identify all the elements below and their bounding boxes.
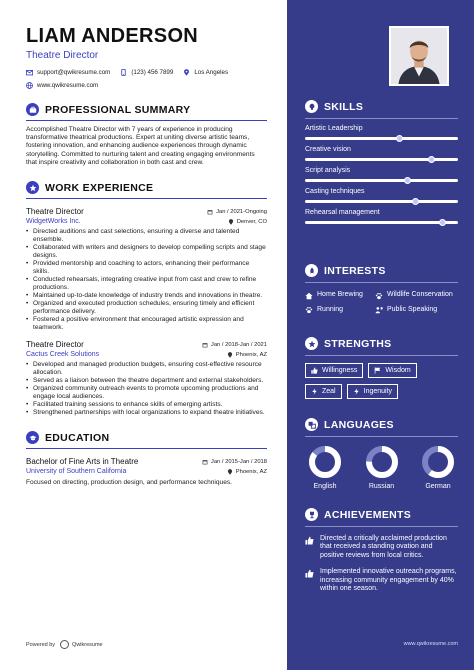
strengths-heading <box>305 337 458 356</box>
languages-title: LANGUAGES <box>324 418 394 431</box>
list-item: Running <box>305 306 375 315</box>
language-item <box>307 445 343 490</box>
location-contact <box>183 69 228 76</box>
website-contact[interactable] <box>26 82 98 89</box>
skill-item <box>305 188 458 203</box>
school-name: University of Southern California <box>26 468 127 476</box>
language-name: Russian <box>368 483 395 490</box>
candidate-name: LIAM ANDERSON <box>26 25 199 47</box>
education-heading <box>26 431 267 449</box>
list-item: Public Speaking <box>375 306 458 315</box>
list-item: • Facilitated training sessions to enhance skills of emerging artists. <box>26 401 267 409</box>
list-item: • Fostered a positive environment that encouraged artistic expression and teamwork. <box>26 316 267 332</box>
list-item: Home Brewing <box>305 291 375 300</box>
speech-icon <box>375 306 383 314</box>
skill-level-marker <box>396 135 403 142</box>
skill-bar <box>305 200 458 203</box>
phone-contact[interactable] <box>120 69 173 76</box>
job-date: Jan / 2021-Ongoing <box>207 209 267 215</box>
contact-row <box>26 69 267 76</box>
email-text: support@qwikresume.com <box>37 69 111 76</box>
job-title: Theatre Director <box>26 340 84 350</box>
list-item: Directed a critically acclaimed production that received a standing ovation and positive reviews from local critics. <box>305 535 458 560</box>
language-ring <box>365 445 399 479</box>
skill-item <box>305 167 458 182</box>
thumbs-up-icon <box>305 569 314 578</box>
location-pin-icon <box>183 69 190 76</box>
location-text: Los Angeles <box>194 69 229 76</box>
experience-title: WORK EXPERIENCE <box>45 181 154 194</box>
language-name: German <box>425 483 451 490</box>
skill-level-marker <box>439 219 446 226</box>
job-bullets <box>26 361 267 417</box>
translate-icon <box>305 418 318 431</box>
qwikresume-logo-icon <box>60 640 69 649</box>
education-location: Phoenix, AZ <box>227 469 267 475</box>
list-item: Implemented innovative outreach programs, increasing community engagement by 40% within one season. <box>305 568 458 593</box>
website-text: www.qwikresume.com <box>37 82 99 89</box>
list-item: • Conducted rehearsals, integrating creative input from cast and crew to refine productions. <box>26 276 267 292</box>
job-entry <box>26 207 267 332</box>
rocket-icon <box>305 264 318 277</box>
thumbs-up-icon <box>305 536 314 545</box>
language-item <box>364 445 400 490</box>
languages-section <box>305 418 458 490</box>
skill-label: Script analysis <box>305 167 351 174</box>
job-bullets <box>26 228 267 332</box>
job-entry <box>26 340 267 417</box>
thumbs-up-icon <box>311 367 318 374</box>
skill-bar <box>305 179 458 182</box>
location-pin-icon <box>227 352 233 358</box>
strength-tag: Zeal <box>305 384 342 399</box>
skills-section <box>305 100 458 224</box>
achievements-section <box>305 508 458 593</box>
skills-list <box>305 125 458 224</box>
calendar-icon <box>202 342 208 348</box>
education-date: Jan / 2015-Jan / 2018 <box>202 459 267 465</box>
paw-icon <box>305 306 313 314</box>
list-item: • Directed auditions and cast selections, ensuring a diverse and talented ensemble. <box>26 228 267 244</box>
skill-bar <box>305 221 458 224</box>
list-item: • Maintained up-to-date knowledge of industry trends and innovations in theatre. <box>26 292 267 300</box>
skill-label: Creative vision <box>305 146 351 153</box>
interests-heading <box>305 264 458 283</box>
job-title: Theatre Director <box>26 207 84 217</box>
education-entry <box>26 457 267 487</box>
website-row <box>26 82 267 89</box>
interests-list <box>305 291 458 314</box>
paw-icon <box>375 292 383 300</box>
flag-icon <box>374 367 381 374</box>
list-item: • Developed and managed production budgets, ensuring cost-effective resource allocation. <box>26 361 267 377</box>
summary-title: PROFESSIONAL SUMMARY <box>45 103 191 116</box>
skills-title: SKILLS <box>324 100 364 113</box>
brand-text[interactable]: Qwikresume <box>72 641 103 648</box>
language-ring <box>308 445 342 479</box>
skill-item <box>305 209 458 224</box>
briefcase-icon <box>26 103 39 116</box>
language-name: English <box>313 483 337 490</box>
languages-list <box>305 445 458 490</box>
mail-icon <box>26 69 33 76</box>
email-contact[interactable] <box>26 69 110 76</box>
job-location: Phoenix, AZ <box>227 352 267 358</box>
interests-title: INTERESTS <box>324 264 386 277</box>
skills-heading <box>305 100 458 119</box>
globe-icon <box>26 82 33 89</box>
company-name: WidgetWorks Inc. <box>26 218 81 226</box>
home-icon <box>305 292 313 300</box>
strengths-section <box>305 337 458 405</box>
graduation-cap-icon <box>26 431 39 444</box>
education-text: Focused on directing, production design, and performance techniques. <box>26 479 232 487</box>
languages-heading <box>305 418 458 437</box>
company-name: Cactus Creek Solutions <box>26 351 100 359</box>
skill-item <box>305 146 458 161</box>
candidate-role: Theatre Director <box>26 50 99 61</box>
location-pin-icon <box>227 469 233 475</box>
achievements-title: ACHIEVEMENTS <box>324 508 412 521</box>
skill-bar <box>305 137 458 140</box>
interests-section <box>305 264 458 314</box>
language-ring <box>421 445 455 479</box>
calendar-icon <box>202 459 208 465</box>
achievements-heading <box>305 508 458 527</box>
list-item: • Strengthened partnerships with local organizations to expand theatre initiatives. <box>26 409 267 417</box>
experience-heading <box>26 181 267 199</box>
summary-heading <box>26 103 267 121</box>
calendar-icon <box>207 209 213 215</box>
skill-level-marker <box>404 177 411 184</box>
star-icon <box>305 337 318 350</box>
summary-text: Accomplished Theatre Director with 7 years of experience in producing transformative theatrical productions. Expert at uniting diverse artistic teams, fostering innovation, and enhancing audience experiences through dynamic storytelling. Committed to nurturing talent and creating engaging environments that inspire creativity and collaboration in both cast and crew. <box>26 126 255 166</box>
strengths-title: STRENGTHS <box>324 337 392 350</box>
footer <box>26 640 103 649</box>
skill-label: Artistic Leadership <box>305 125 363 132</box>
footer-site[interactable]: www.qwikresume.com <box>403 641 458 647</box>
education-title: EDUCATION <box>45 431 110 444</box>
location-pin-icon <box>228 219 234 225</box>
skill-level-marker <box>412 198 419 205</box>
job-location: Denver, CO <box>228 219 267 225</box>
strengths-list <box>305 363 458 405</box>
bolt-icon <box>353 388 360 395</box>
list-item: • Provided mentorship and coaching to actors, enhancing their performance skills. <box>26 260 267 276</box>
list-item: • Served as a liaison between the theatre department and external stakeholders. <box>26 377 267 385</box>
job-date: Jan / 2018-Jan / 2021 <box>202 342 267 348</box>
list-item: Wildlife Conservation <box>375 291 458 300</box>
powered-by-text: Powered by <box>26 641 56 648</box>
skill-label: Rehearsal management <box>305 209 380 216</box>
skill-bar <box>305 158 458 161</box>
skill-item <box>305 125 458 140</box>
star-icon <box>26 181 39 194</box>
bolt-icon <box>311 388 318 395</box>
strength-tag: Ingenuity <box>347 384 398 399</box>
profile-photo <box>389 26 449 86</box>
skill-label: Casting techniques <box>305 188 365 195</box>
list-item: • Collaborated with writers and designers to develop compelling scripts and stage designs. <box>26 244 267 260</box>
list-item: • Organized community outreach events to promote upcoming productions and engage local audiences. <box>26 385 267 401</box>
list-item: • Organized and executed production schedules, ensuring timely and efficient performance delivery. <box>26 300 267 316</box>
sidebar <box>287 0 474 670</box>
phone-text: (123) 456 7899 <box>131 69 174 76</box>
phone-icon <box>120 69 127 76</box>
strength-tag: Wisdom <box>368 363 416 378</box>
degree-title: Bachelor of Fine Arts in Theatre <box>26 457 139 467</box>
skill-level-marker <box>428 156 435 163</box>
strength-tag: Willingness <box>305 363 363 378</box>
language-item <box>420 445 456 490</box>
trophy-icon <box>305 508 318 521</box>
lightbulb-icon <box>305 100 318 113</box>
